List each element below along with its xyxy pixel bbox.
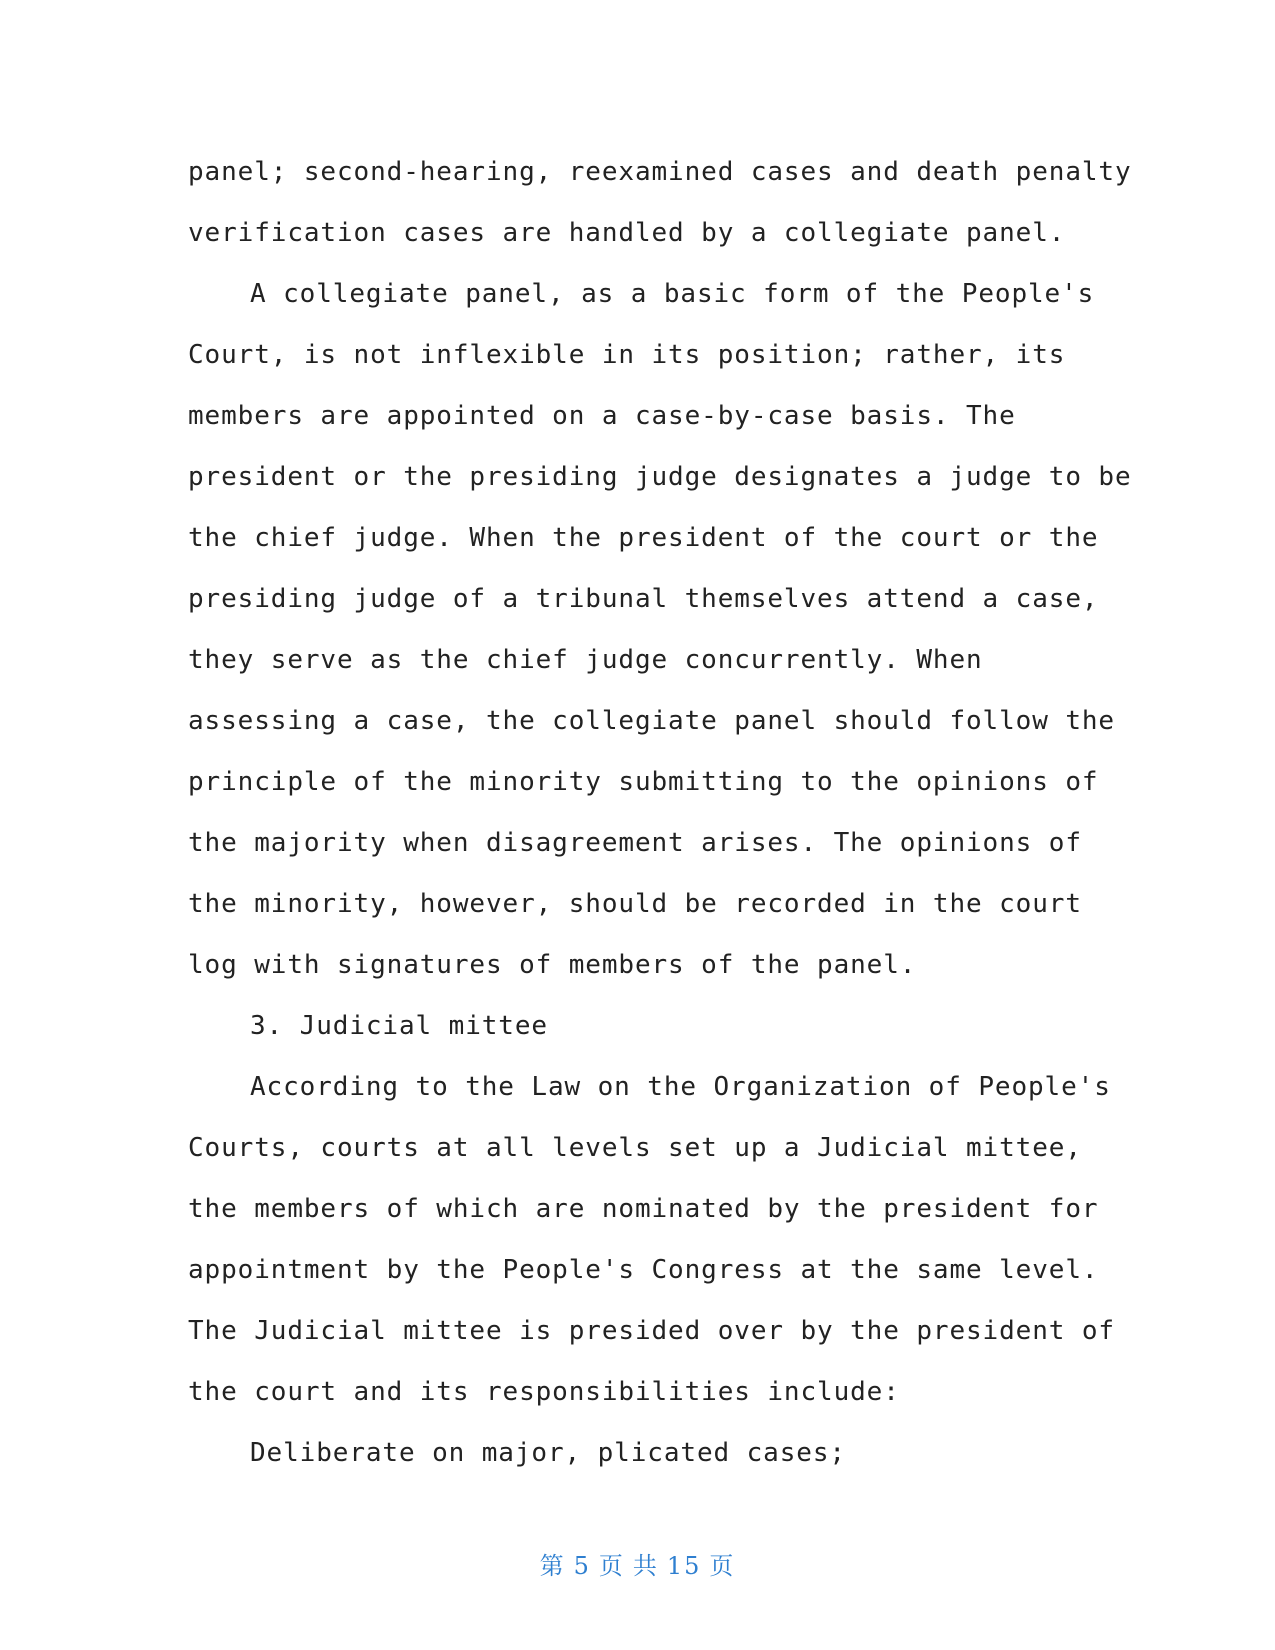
text-line: verification cases are handled by a collegiate panel. bbox=[188, 218, 1066, 248]
paragraph-start-line: According to the Law on the Organization of People's bbox=[250, 1072, 1111, 1102]
page-unit: 页 bbox=[598, 1552, 625, 1580]
text-line: president or the presiding judge designates a judge to be bbox=[188, 462, 1132, 492]
document-body bbox=[188, 142, 1132, 1484]
paragraph-start-line: Deliberate on major, plicated cases; bbox=[250, 1438, 846, 1468]
text-line: the members of which are nominated by the president for bbox=[188, 1194, 1099, 1224]
total-unit: 页 bbox=[709, 1552, 736, 1580]
page-prefix: 第 bbox=[539, 1552, 566, 1580]
text-line: log with signatures of members of the panel. bbox=[188, 950, 917, 980]
text-line: appointment by the People's Congress at the same level. bbox=[188, 1255, 1099, 1285]
text-line: members are appointed on a case-by-case basis. The bbox=[188, 401, 1016, 431]
text-line: Court, is not inflexible in its position; rather, its bbox=[188, 340, 1066, 370]
page-footer bbox=[0, 1546, 1275, 1581]
paragraph-start-line: A collegiate panel, as a basic form of the People's bbox=[250, 279, 1095, 309]
text-line: the majority when disagreement arises. The opinions of bbox=[188, 828, 1082, 858]
text-line: assessing a case, the collegiate panel should follow the bbox=[188, 706, 1115, 736]
text-line: presiding judge of a tribunal themselves attend a case, bbox=[188, 584, 1099, 614]
text-line: Courts, courts at all levels set up a Judicial mittee, bbox=[188, 1133, 1082, 1163]
text-line: the chief judge. When the president of the court or the bbox=[188, 523, 1099, 553]
total-prefix: 共 bbox=[632, 1552, 659, 1580]
text-line: they serve as the chief judge concurrently. When bbox=[188, 645, 983, 675]
text-line: the minority, however, should be recorded in the court bbox=[188, 889, 1082, 919]
text-line: the court and its responsibilities include: bbox=[188, 1377, 900, 1407]
section-heading: 3. Judicial mittee bbox=[250, 1011, 548, 1041]
page-number: 5 bbox=[573, 1552, 591, 1580]
text-line: panel; second-hearing, reexamined cases and death penalty bbox=[188, 157, 1132, 187]
text-line: principle of the minority submitting to the opinions of bbox=[188, 767, 1099, 797]
total-pages: 15 bbox=[666, 1552, 702, 1580]
text-line: The Judicial mittee is presided over by the president of bbox=[188, 1316, 1115, 1346]
